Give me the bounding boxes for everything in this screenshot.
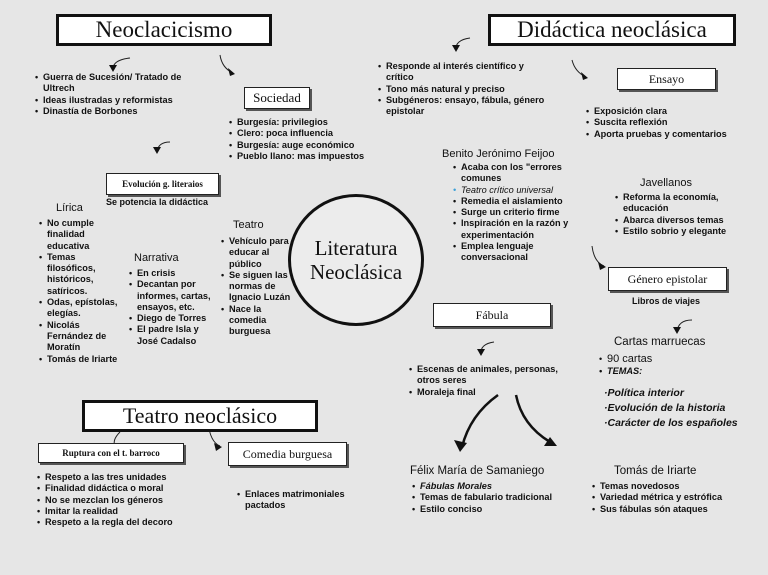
teatro-heading: Teatro: [233, 219, 264, 231]
list-item: • Se siguen las normas de Ignacio Luzán: [229, 270, 295, 304]
list-item: • El padre Isla y José Cadalso: [137, 324, 219, 347]
iriarte-list: [591, 481, 768, 515]
list-item: • Variedad métrica y estrófica: [600, 492, 768, 503]
list-item: • Burgesía: privilegios: [237, 117, 387, 128]
sociedad-box: Sociedad: [244, 87, 310, 109]
teatro-list: [220, 236, 295, 338]
jovellanos-heading: Javellanos: [640, 177, 692, 189]
narrativa-list: [128, 268, 219, 347]
ensayo-list: [585, 106, 754, 140]
list-item: • Emplea lenguaje conversacional: [461, 241, 581, 264]
list-item: • Abarca diversos temas: [623, 215, 763, 226]
list-item: • Respeto a la regla del decoro: [45, 517, 225, 528]
center-title-line2: Neoclásica: [309, 260, 403, 284]
list-item: • Tomás de Iriarte: [47, 354, 123, 365]
epistolar-box: Género epistolar: [608, 267, 727, 291]
list-item: • Suscita reflexión: [594, 117, 754, 128]
list-item: • Subgéneros: ensayo, fábula, género epistolar: [386, 95, 546, 118]
list-item: • Tono más natural y preciso: [386, 84, 546, 95]
cartas-list: [598, 352, 757, 377]
list-item: • Temas filosóficos, históricos, satíricos.: [47, 252, 123, 297]
list-item: • Vehículo para educar al público: [229, 236, 295, 270]
arrow-samaniego: [462, 395, 498, 447]
fabula-list: [408, 364, 567, 398]
list-item: • Surge un criterio firme: [461, 207, 581, 218]
list-item: • Enlaces matrimoniales pactados: [245, 489, 365, 512]
tema-item: ·Carácter de los españoles: [604, 417, 738, 429]
ensayo-box: Ensayo: [617, 68, 716, 90]
neo-list: [34, 72, 208, 117]
title-neoclacicismo: Neoclacicismo: [56, 14, 272, 46]
ruptura-box: Ruptura con el t. barroco: [38, 443, 184, 463]
list-item: • No cumple finalidad educativa: [47, 218, 123, 252]
cartas-heading: Cartas marruecas: [614, 336, 706, 348]
list-item: • Reforma la economía, educación: [623, 192, 763, 215]
lirica-list: [38, 218, 123, 365]
epistolar-note: Libros de viajes: [632, 296, 701, 306]
list-item: • Sus fábulas són ataques: [600, 504, 768, 515]
list-item: • Odas, epístolas, elegías.: [47, 297, 123, 320]
list-item: • Nace la comedia burguesa: [229, 304, 295, 338]
tema-item: ·Política interior: [604, 387, 684, 399]
narrativa-heading: Narrativa: [134, 252, 179, 264]
list-item: • Clero: poca influencia: [237, 128, 387, 139]
tema-item: ·Evolución de la historia: [604, 402, 726, 414]
list-item: • Finalidad didáctica o moral: [45, 483, 225, 494]
list-item: • Imitar la realidad: [45, 506, 225, 517]
list-item: • Ideas ilustradas y reformistas: [43, 95, 208, 106]
list-item: • Estilo sobrio y elegante: [623, 226, 763, 237]
arrow-neo-left: [113, 58, 130, 70]
title-didactica: Didáctica neoclásica: [488, 14, 736, 46]
comedia-box: Comedia burguesa: [228, 442, 347, 466]
list-item: • 90 cartas: [607, 352, 757, 366]
list-item: • Temas novedosos: [600, 481, 768, 492]
list-item: • Diego de Torres: [137, 313, 219, 324]
center-ellipse: [288, 194, 424, 326]
list-item: • No se mezclan los géneros: [45, 495, 225, 506]
list-item: • Nicolás Fernández de Moratín: [47, 320, 123, 354]
list-item: • Respeto a las tres unidades: [45, 472, 225, 483]
feijoo-list: [452, 162, 581, 264]
lirica-heading: Lírica: [56, 202, 83, 214]
list-item: • Fábulas Morales: [420, 481, 580, 492]
list-item: • Decantan por informes, cartas, ensayos, etc.: [137, 279, 219, 313]
evolucion-box: Evolución g. literaios: [106, 173, 219, 195]
list-item: • Teatro crítico universal: [461, 185, 581, 196]
list-item: • Remedia el aislamiento: [461, 196, 581, 207]
samaniego-list: [411, 481, 580, 515]
list-item: • Inspiración en la razón y experimentación: [461, 218, 581, 241]
list-item: • Guerra de Sucesión/ Tratado de Ultrech: [43, 72, 208, 95]
list-item: • En crisis: [137, 268, 219, 279]
ruptura-list: [36, 472, 225, 528]
fabula-box: Fábula: [433, 303, 551, 327]
list-item: • Aporta pruebas y comentarios: [594, 129, 754, 140]
center-title-line1: Literatura: [314, 236, 398, 260]
arrow-did-right: [572, 60, 586, 77]
samaniego-heading: Félix María de Samaniego: [410, 465, 545, 477]
list-item: • Escenas de animales, personas, otros seres: [417, 364, 567, 387]
list-item: • Pueblo llano: mas impuestos: [237, 151, 387, 162]
list-item: • Moraleja final: [417, 387, 567, 398]
iriarte-heading: Tomás de Iriarte: [614, 465, 697, 477]
arrow-cartas: [677, 320, 692, 332]
list-item: • Burgesía: auge económico: [237, 140, 387, 151]
feijoo-heading: Benito Jerónimo Feijoo: [442, 148, 555, 160]
list-item: • Responde al interés científico y crítico: [386, 61, 546, 84]
list-item: • Temas de fabulario tradicional: [420, 492, 580, 503]
sociedad-list: [228, 117, 387, 162]
teatro-neo-title: Teatro neoclásico: [82, 400, 318, 432]
list-item: • TEMAS:: [607, 366, 757, 377]
list-item: • Estilo conciso: [420, 504, 580, 515]
evolucion-note: Se potencia la didáctica: [106, 197, 209, 207]
list-item: • Acaba con los "errores comunes: [461, 162, 581, 185]
arrow-jov: [592, 246, 604, 266]
list-item: • Exposición clara: [594, 106, 754, 117]
arrow-iriarte: [516, 395, 550, 442]
arrow-neo-right: [220, 55, 233, 73]
jovellanos-list: [614, 192, 763, 237]
list-item: • Dinastía de Borbones: [43, 106, 208, 117]
cartas-temas: [604, 386, 738, 431]
comedia-list: [236, 489, 365, 512]
didactica-list: [377, 61, 546, 117]
